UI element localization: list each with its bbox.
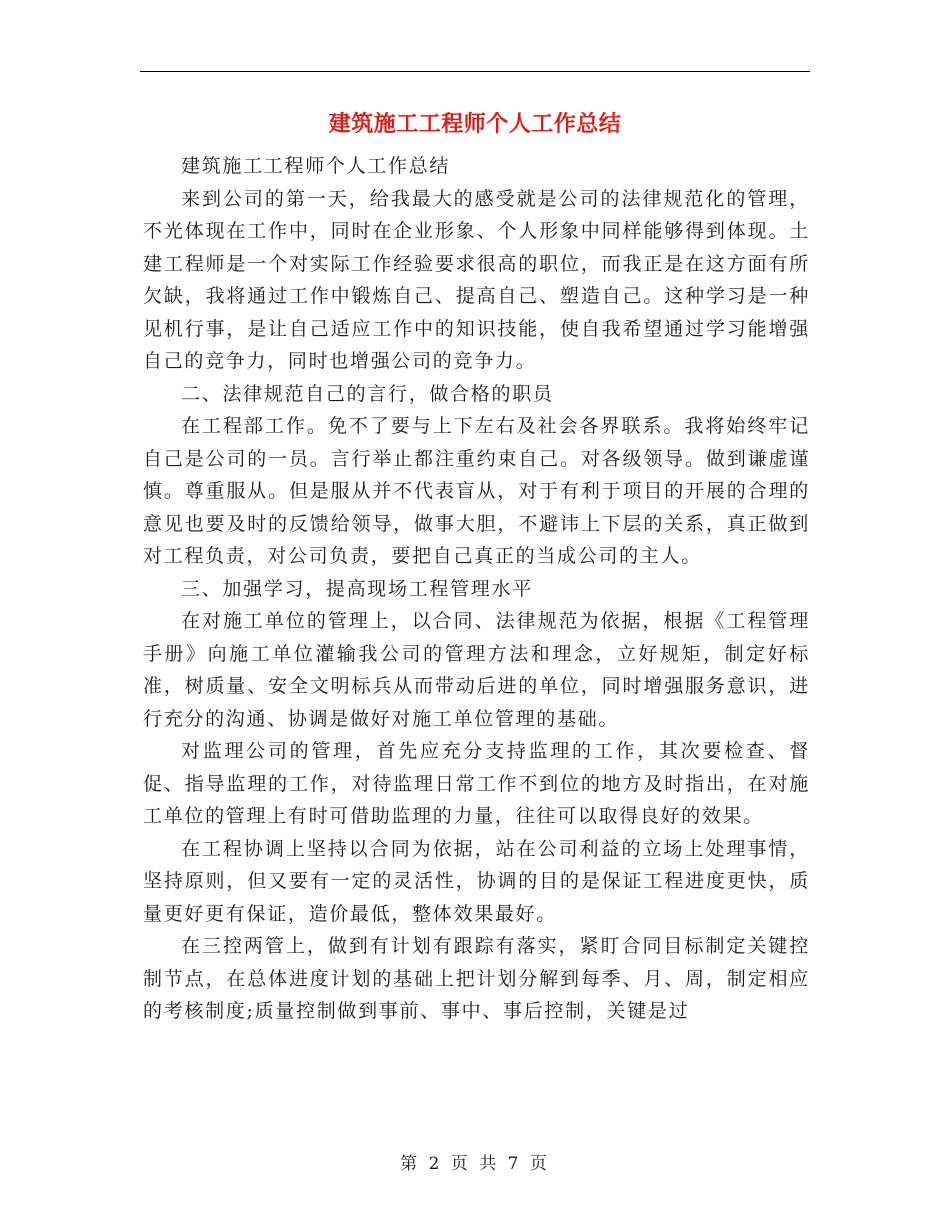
- paragraph-contractor-management: 在对施工单位的管理上，以合同、法律规范为依据，根据《工程管理手册》向施工单位灌输我公司的管理方法和理念，立好规矩，制定好标准，树质量、安全文明标兵从而带动后进的单位，同时增强服务意识，进行充分的沟通、协调是做好对施工单位管理的基础。: [143, 610, 810, 730]
- document-body: [143, 150, 810, 1028]
- paragraph-controls: 在三控两管上，做到有计划有跟踪有落实，紧盯合同目标制定关键控制节点，在总体进度计划的基础上把计划分解到每季、月、周，制定相应的考核制度;质量控制做到事前、事中、事后控制，关键是过: [143, 935, 810, 1022]
- document-title: 建筑施工工程师个人工作总结: [328, 112, 622, 137]
- header-rule: [140, 71, 810, 72]
- paragraph-coordination: 在工程协调上坚持以合同为依据，站在公司利益的立场上处理事情，坚持原则，但又要有一定的灵活性，协调的目的是保证工程进度更快，质量更好更有保证，造价最低，整体效果最好。: [143, 837, 810, 925]
- paragraph-supervision-management: 对监理公司的管理，首先应充分支持监理的工作，其次要检查、督促、指导监理的工作，对待监理日常工作不到位的地方及时指出，在对施工单位的管理上有时可借助监理的力量，往往可以取得良好的效果。: [143, 740, 810, 827]
- paragraph-conduct: 在工程部工作。免不了要与上下左右及社会各界联系。我将始终牢记自己是公司的一员。言行举止都注重约束自己。对各级领导。做到谦虚谨慎。尊重服从。但是服从并不代表盲从，对于有利于项目的开展的合理的意见也要及时的反馈给领导，做事大胆，不避讳上下层的关系，真正做到对工程负责，对公司负责，要把自己真正的当成公司的主人。: [143, 415, 810, 567]
- section-heading-3: 三、加强学习，提高现场工程管理水平: [181, 577, 533, 600]
- page-number: 第 2 页 共 7 页: [400, 1154, 550, 1174]
- paragraph-intro: 来到公司的第一天，给我最大的感受就是公司的法律规范化的管理，不光体现在工作中，同时在企业形象、个人形象中同样能够得到体现。土建工程师是一个对实际工作经验要求很高的职位，而我正是在这方面有所欠缺，我将通过工作中锻炼自己、提高自己、塑造自己。这种学习是一种见机行事，是让自己适应工作中的知识技能，使自我希望通过学习能增强自己的竞争力，同时也增强公司的竞争力。: [143, 187, 810, 372]
- section-heading-2: 二、法律规范自己的言行，做合格的职员: [181, 382, 554, 405]
- paragraph-subtitle: 建筑施工工程师个人工作总结: [181, 155, 451, 177]
